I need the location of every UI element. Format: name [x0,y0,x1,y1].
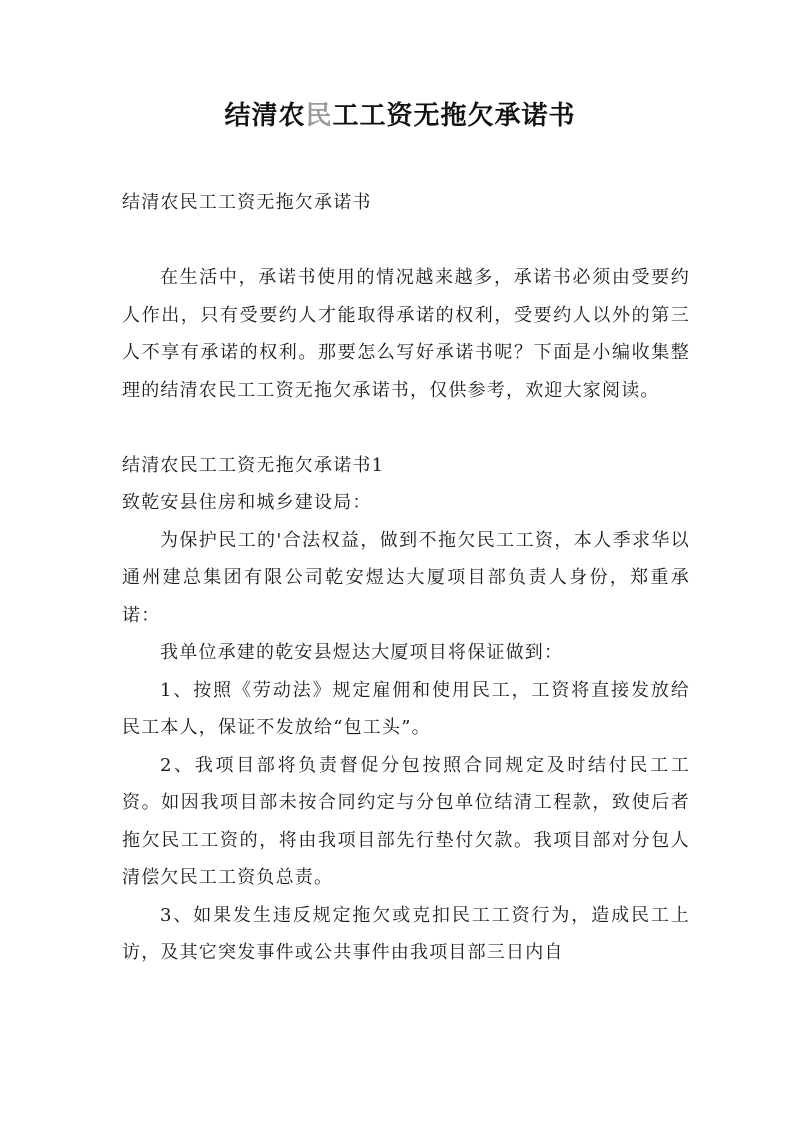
intro-paragraph: 在生活中，承诺书使用的情况越来越多，承诺书必须由受要约人作出，只有受要约人才能取得承诺的权利，受要约人以外的第三人不享有承诺的权利。那要怎么写好承诺书呢？下面是小编收集整理的结清农民工工资无拖欠承诺书，仅供参考，欢迎大家阅读。 [122,267,690,401]
body-paragraph: 为保护民工的'合法权益，做到不拖欠民工工资，本人季求华以通州建总集团有限公司乾安煜达大厦项目部负责人身份，郑重承诺： [122,529,690,626]
section-heading: 结清农民工工资无拖欠承诺书1 [122,454,385,476]
document-subtitle: 结清农民工工资无拖欠承诺书 [122,192,372,213]
document-title [0,96,800,136]
blank-line [122,409,690,447]
addressee-line: 致乾安县住房和城乡建设局： [122,492,372,513]
blank-line [122,222,690,260]
document-body [122,184,690,972]
title-part-2: 工工资无拖欠承诺书 [332,101,576,131]
body-paragraph: 我单位承建的乾安县煜达大厦项目将保证做到： [160,642,564,663]
body-paragraph: 2、我项目部将负责督促分包按照合同规定及时结付民工工资。如因我项目部未按合同约定与分包单位结清工程款，致使后者拖欠民工工资的，将由我项目部先行垫付欠款。我项目部对分包人清偿欠民工工资负总责。 [122,754,690,888]
title-marked-char: 民 [305,101,333,131]
title-part-1: 结清农 [224,101,306,131]
body-paragraph: 3、如果发生违反规定拖欠或克扣民工工资行为，造成民工上访，及其它突发事件或公共事件由我项目部三日内自 [122,904,690,963]
body-paragraph: 1、按照《劳动法》规定雇佣和使用民工，工资将直接发放给民工本人，保证不发放给“包工头”。 [122,679,690,738]
